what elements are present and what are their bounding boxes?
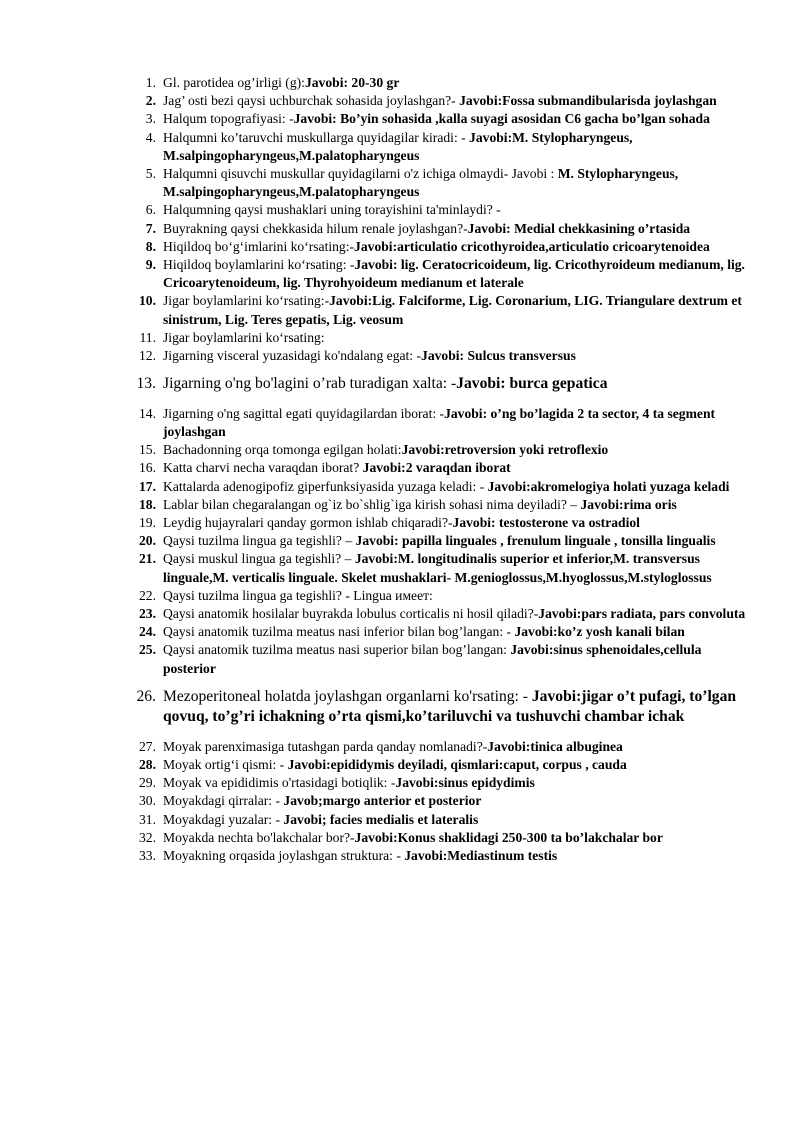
question-text: Qaysi anatomik tuzilma meatus nasi superior bilan bog’langan:	[163, 642, 511, 658]
item-number: 32.	[139, 829, 156, 845]
answer-text: Javobi: papilla linguales , frenulum linguale , tonsilla lingualis	[355, 533, 716, 549]
list-item	[0, 641, 800, 677]
item-number: 4.	[145, 129, 156, 145]
question-text: Qaysi tuzilma lingua ga tegishli? –	[163, 533, 356, 549]
item-number: 21.	[139, 551, 156, 567]
item-number: 17.	[139, 478, 156, 494]
list-item	[0, 792, 800, 810]
list-item	[0, 329, 800, 347]
answer-text: Javobi: o’ng bo’lagida 2 ta sector, 4 ta segment joylashgan	[163, 405, 716, 439]
item-number: 5.	[145, 166, 156, 182]
list-item	[0, 756, 800, 774]
answer-text: Javobi: lig. Ceratocricoideum, lig. Cricothyroideum medianum, lig. Cricoarytenoideum, lig. Thyrohyoideum medianum et laterale	[163, 257, 745, 291]
answer-text: Javobi: testosterone va ostradiol	[452, 514, 640, 530]
item-number: 18.	[139, 496, 156, 512]
item-number: 8.	[145, 238, 156, 254]
answer-text: Javobi:rima oris	[580, 496, 677, 512]
answer-text: Javobi: Bo’yin sohasida ,kalla suyagi asosidan C6 gacha bo’lgan sohada	[293, 111, 710, 127]
list-item	[0, 129, 800, 165]
item-number: 14.	[139, 405, 156, 421]
list-item	[0, 220, 800, 238]
answer-text: Javobi:sinus epidydimis	[395, 775, 535, 791]
item-number: 26.	[136, 687, 156, 705]
list-item	[0, 550, 800, 586]
question-text: Hiqildoq boylamlarini ko‘rsating: -	[163, 257, 355, 273]
list-item	[0, 687, 800, 728]
question-text: Moyak ortig‘i qismi: -	[163, 757, 288, 772]
item-number: 12.	[139, 348, 156, 364]
list-item	[0, 441, 800, 459]
list-item	[0, 459, 800, 477]
item-number: 16.	[139, 460, 156, 476]
item-number: 23.	[139, 605, 156, 621]
list-item	[0, 201, 800, 219]
answer-text: Javobi:retroversion yoki retroflexio	[401, 442, 609, 458]
list-item	[0, 110, 800, 128]
answer-text: Javobi:Konus shaklidagi 250-300 ta bo’lakchalar bor	[354, 829, 663, 845]
list-item	[0, 738, 800, 756]
answer-text: Javobi: 20-30 gr	[304, 75, 400, 90]
list-item	[0, 514, 800, 532]
item-number: 30.	[139, 793, 156, 809]
list-item	[0, 74, 800, 92]
item-number: 13.	[136, 375, 156, 393]
list-item	[0, 605, 800, 623]
question-text: Halqum topografiyasi: -	[163, 111, 294, 127]
answer-text: Javobi: burca gepatica	[456, 375, 608, 393]
list-item	[0, 256, 800, 292]
item-number: 7.	[145, 220, 156, 236]
question-text: Qaysi muskul lingua ga tegishli? –	[163, 551, 355, 567]
item-number: 3.	[145, 111, 156, 127]
question-text: Mezoperitoneal holatda joylashgan organlarni ko'rsating: -	[163, 687, 532, 705]
item-number: 19.	[139, 514, 156, 530]
answer-text: M. Stylopharyngeus, M.salpingopharyngeus,M.palatopharyngeus	[163, 166, 679, 200]
list-item	[0, 374, 800, 395]
answer-text: Javobi:2 varaqdan iborat	[362, 460, 511, 476]
question-text: Jag’ osti bezi qaysi uchburchak sohasida joylashgan?-	[163, 93, 460, 109]
answer-text: Javobi:jigar o’t pufagi, to’lgan qovuq, to’g’ri ichakning o’rta qismi,ko’tariluvchi va tushuvchi chambar ichak	[163, 687, 737, 726]
item-number: 9.	[145, 257, 156, 273]
answer-text: Javobi:sinus sphenoidales,cellula posterior	[163, 642, 702, 676]
item-number: 10.	[139, 293, 156, 309]
question-text: Buyrakning qaysi chekkasida hilum renale joylashgan?-	[163, 220, 468, 236]
item-number: 20.	[139, 533, 156, 549]
question-text: Qaysi tuzilma lingua ga tegishli? - Lingua имеет:	[163, 587, 433, 603]
question-text: Qaysi anatomik tuzilma meatus nasi inferior bilan bog’langan: -	[163, 624, 515, 640]
answer-text: Javobi:pars radiata, pars convoluta	[538, 605, 746, 621]
question-text: Jigarning o'ng sagittal egati quyidagilardan iborat: -	[163, 405, 445, 421]
list-item	[0, 496, 800, 514]
item-number: 28.	[139, 757, 156, 772]
question-text: Moyakning orqasida joylashgan struktura: -	[163, 848, 405, 864]
answer-text: Javobi:Mediastinum testis	[404, 848, 558, 864]
document-body	[0, 74, 800, 865]
question-text: Lablar bilan chegaralangan og`iz bo`shlig`iga kirish sohasi nima deyiladi? –	[163, 496, 581, 512]
item-number: 33.	[139, 848, 156, 864]
question-text: Leydig hujayralari qanday gormon ishlab chiqaradi?-	[163, 514, 453, 530]
question-text: Bachadonning orqa tomonga egilgan holati:	[163, 442, 402, 458]
item-number: 11.	[139, 329, 156, 345]
list-item	[0, 238, 800, 256]
question-text: Moyak parenximasiga tutashgan parda qanday nomlanadi?-	[163, 738, 488, 754]
answer-text: Javobi: Medial chekkasining o’rtasida	[467, 220, 691, 236]
answer-text: Javobi:M. Stylopharyngeus, M.salpingopharyngeus,M.palatopharyngeus	[163, 129, 633, 163]
item-number: 24.	[139, 624, 156, 640]
question-text: Jigarning o'ng bo'lagini o’rab turadigan xalta: -	[163, 375, 457, 393]
answer-text: Javobi: Sulcus transversus	[421, 348, 576, 364]
question-text: Jigar boylamlarini ko‘rsating:	[163, 329, 325, 345]
answer-text: Javobi:akromelogiya holati yuzaga keladi	[487, 478, 730, 494]
item-number: 1.	[145, 75, 156, 90]
question-text: Moyak va epididimis o'rtasidagi botiqlik: -	[163, 775, 396, 791]
item-number: 15.	[139, 442, 156, 458]
list-item	[0, 347, 800, 365]
answer-text: Javobi:Lig. Falciforme, Lig. Coronarium, LIG. Triangulare dextrum et sinistrum, Lig. Teres gepatis, Lig. veosum	[163, 293, 742, 327]
answer-text: Javobi:epididymis deyiladi, qismlari:caput, corpus , cauda	[287, 757, 627, 772]
answer-text: Javobi:ko’z yosh kanali bilan	[514, 624, 685, 640]
answer-text: Javobi:tinica albuginea	[487, 738, 623, 754]
list-item	[0, 587, 800, 605]
list-item	[0, 478, 800, 496]
item-number: 31.	[139, 811, 156, 827]
list-item	[0, 623, 800, 641]
list-item	[0, 532, 800, 550]
list-item	[0, 405, 800, 441]
question-text: Qaysi anatomik hosilalar buyrakda lobulus corticalis ni hosil qiladi?-	[163, 605, 539, 621]
question-text: Moyakda nechta bo'lakchalar bor?-	[163, 829, 355, 845]
question-text: Kattalarda adenogipofiz giperfunksiyasida yuzaga keladi: -	[163, 478, 488, 494]
answer-text: Javobi:Fossa submandibularisda joylashgan	[459, 93, 717, 109]
answer-text: Javobi:articulatio cricothyroidea,articulatio cricoarytenoidea	[354, 238, 710, 254]
list-item	[0, 92, 800, 110]
list-item	[0, 774, 800, 792]
question-text: Katta charvi necha varaqdan iborat?	[163, 460, 363, 476]
answer-text: Javobi; facies medialis et lateralis	[283, 811, 479, 827]
question-text: Jigarning visceral yuzasidagi ko'ndalang egat: -	[163, 348, 422, 364]
list-item	[0, 811, 800, 829]
question-text: Moyakdagi yuzalar: -	[163, 811, 284, 827]
question-text: Halqumning qaysi mushaklari uning torayishini ta'minlaydi? -	[163, 202, 501, 218]
list-item	[0, 165, 800, 201]
question-text: Halqumni ko’taruvchi muskullarga quyidagilar kiradi: -	[163, 129, 470, 145]
item-number: 2.	[145, 93, 156, 109]
item-number: 6.	[145, 202, 156, 218]
question-text: Jigar boylamlarini ko‘rsating:-	[163, 293, 330, 309]
list-item	[0, 829, 800, 847]
question-text: Hiqildoq bo‘g‘imlarini ko‘rsating:-	[163, 238, 355, 254]
item-number: 25.	[139, 642, 156, 658]
list-item	[0, 292, 800, 328]
question-text: Gl. parotidea og’irligi (g):	[163, 75, 305, 90]
question-text: Halqumni qisuvchi muskullar quyidagilarni o'z ichiga olmaydi- Javobi :	[163, 166, 558, 182]
answer-text: Javobi:M. longitudinalis superior et inferior,M. transversus linguale,M. verticalis linguale. Skelet mushaklari- M.genioglossus,M.hyoglossus,M.styloglossus	[163, 551, 712, 585]
answer-text: Javob;margo anterior et posterior	[283, 793, 482, 809]
item-number: 29.	[139, 775, 156, 791]
item-number: 27.	[139, 738, 156, 754]
item-number: 22.	[139, 587, 156, 603]
question-text: Moyakdagi qirralar: -	[163, 793, 284, 809]
list-item	[0, 847, 800, 865]
